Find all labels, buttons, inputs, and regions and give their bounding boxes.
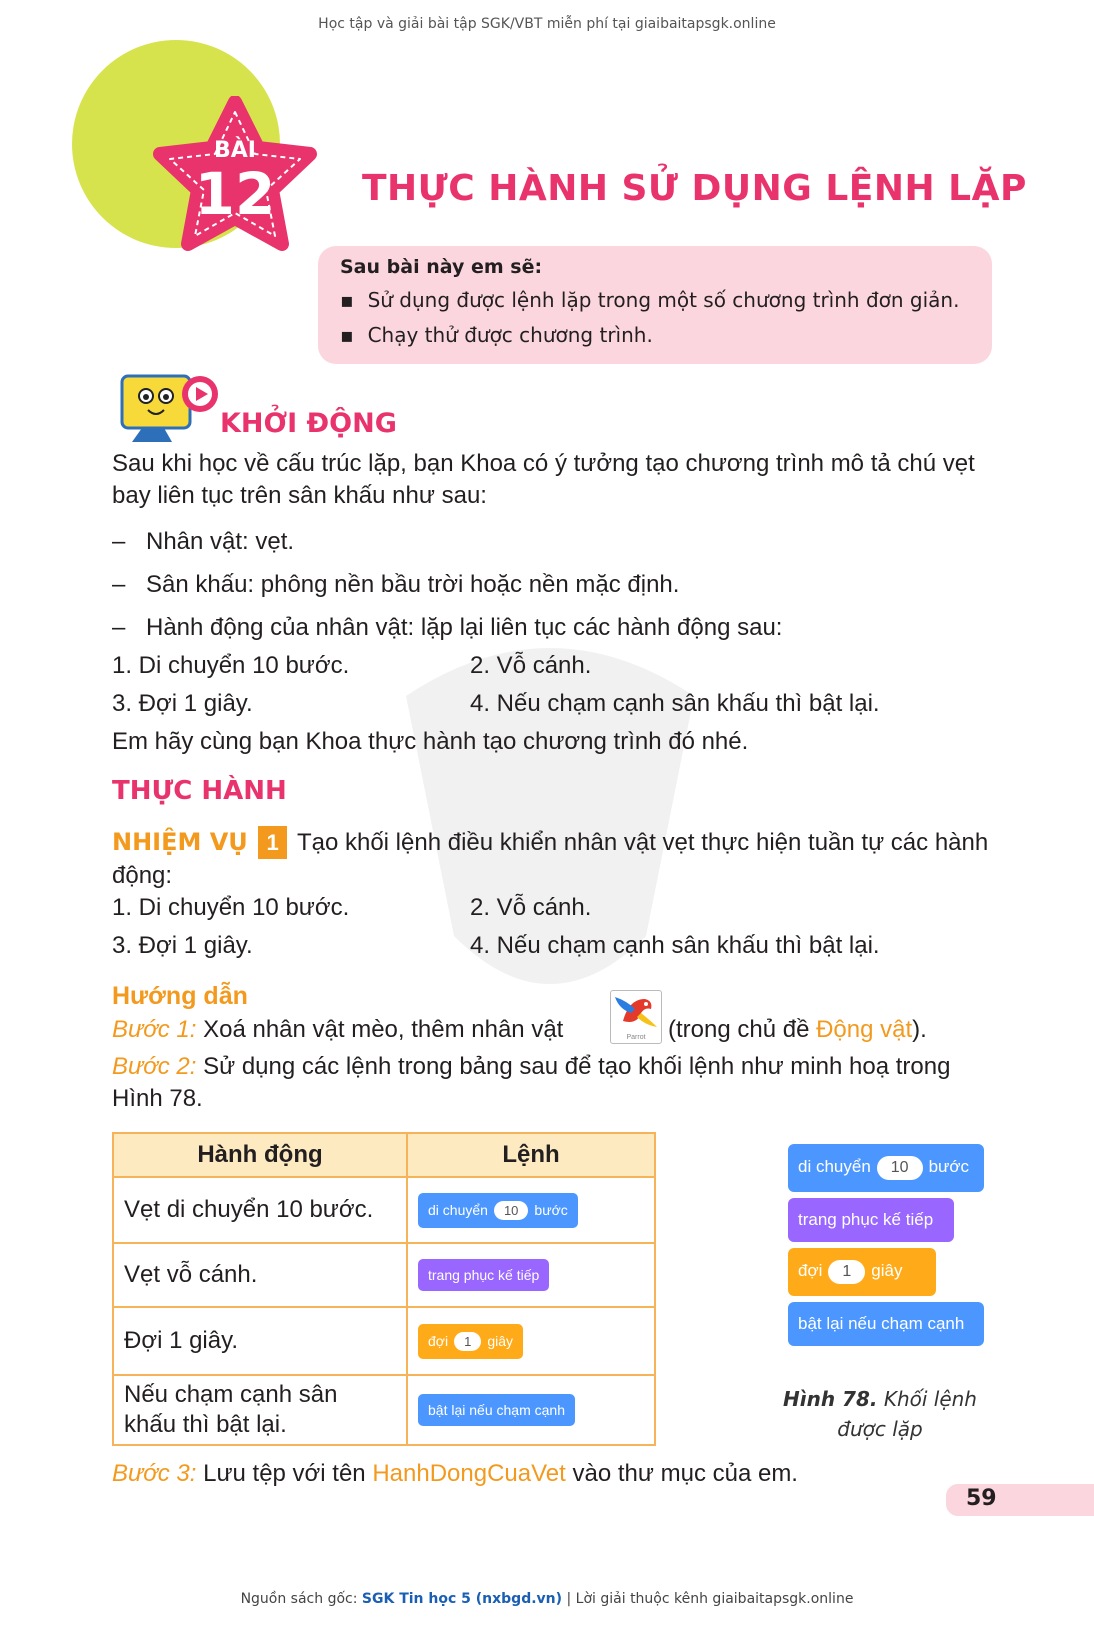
step-2-text: Sử dụng các lệnh trong bảng sau để tạo khối lệnh như minh hoạ trong Hình 78. [112,1053,951,1112]
table-cell-command [407,1177,655,1243]
lesson-number: 12 [194,160,276,228]
step-1 [112,1014,563,1046]
section-title-thuc-hanh: THỰC HÀNH [112,776,287,806]
step-3-filename: HanhDongCuaVet [372,1460,566,1487]
step-2-label: Bước 2: [112,1053,197,1080]
figure-block-wait: đợi 1 giây [788,1248,936,1296]
page-footer [0,1591,1094,1607]
step-1-tail [668,1014,927,1046]
task-paragraph [112,826,992,892]
step-1-text-b: (trong chủ đề [668,1016,810,1043]
table-cell-action: Đợi 1 giây. [113,1307,407,1375]
step-1-topic: Động vật [816,1016,913,1043]
table-row [113,1307,655,1375]
step-2 [112,1051,992,1115]
dash-item: – Sân khấu: phông nền bầu trời hoặc nền mặc định. [112,569,679,601]
table-header: Hành động [113,1133,407,1177]
closing-paragraph: Em hãy cùng bạn Khoa thực hành tạo chương trình đó nhé. [112,728,749,755]
step-3-text-a: Lưu tệp với tên [203,1460,366,1487]
sprite-name: Parrot [626,1034,646,1041]
section-title-khoi-dong: KHỞI ĐỘNG [220,408,397,439]
action-item: 2. Vỗ cánh. [470,652,592,679]
lesson-label: BÀI [214,138,256,163]
figure-block-move: di chuyển 10 bước [788,1144,984,1192]
dash-item: – Nhân vật: vẹt. [112,526,294,558]
table-row [113,1243,655,1307]
scratch-block-next-costume: trang phục kế tiếp [418,1259,549,1291]
scratch-block-move: di chuyển 10 bước [418,1193,578,1228]
task-action-item: 1. Di chuyển 10 bước. [112,894,350,921]
scratch-block-bounce: bật lại nếu chạm cạnh [418,1394,575,1426]
footer-suffix: | Lời giải thuộc kênh giaibaitapsgk.online [566,1591,854,1607]
step-3 [112,1458,798,1490]
goals-heading: Sau bài này em sẽ: [340,256,543,278]
monitor-play-icon [112,368,222,448]
table-header: Lệnh [407,1133,655,1177]
parrot-sprite-thumbnail [610,990,662,1044]
figure-caption [778,1384,982,1444]
action-item: 1. Di chuyển 10 bước. [112,652,350,679]
figure-78-block-stack [788,1144,992,1352]
task-text: Tạo khối lệnh điều khiển nhân vật vẹt thực hiện tuần tự các hành động: [112,829,989,889]
goal-item: ▪ Chạy thử được chương trình. [340,323,959,347]
task-label: NHIỆM VỤ [112,828,248,856]
page-header: Học tập và giải bài tập SGK/VBT miễn phí tại giaibaitapsgk.online [318,16,776,32]
table-cell-command [407,1375,655,1445]
figure-caption-text: Khối lệnh được lặp [837,1387,977,1441]
figure-block-bounce: bật lại nếu chạm cạnh [788,1302,984,1346]
goals-list [340,288,959,358]
action-item: 4. Nếu chạm cạnh sân khấu thì bật lại. [470,690,880,717]
page-number: 59 [966,1486,997,1511]
figure-block-next-costume: trang phục kế tiếp [788,1198,954,1242]
table-row [113,1375,655,1445]
figure-caption-label: Hình 78. [783,1387,878,1411]
task-number: 1 [258,826,286,859]
table-cell-action: Vẹt di chuyển 10 bước. [113,1177,407,1243]
step-1-text-c: ). [912,1016,927,1043]
goals-box [318,246,992,364]
step-3-label: Bước 3: [112,1460,197,1487]
guide-title: Hướng dẫn [112,982,248,1010]
footer-prefix: Nguồn sách gốc: [240,1591,358,1607]
table-cell-command [407,1307,655,1375]
table-header-row [113,1133,655,1177]
table-cell-action: Nếu chạm cạnh sân khấu thì bật lại. [113,1375,407,1445]
step-1-label: Bước 1: [112,1016,197,1043]
scratch-block-wait: đợi 1 giây [418,1324,523,1359]
task-action-item: 2. Vỗ cánh. [470,894,592,921]
table-cell-command [407,1243,655,1307]
command-table [112,1132,656,1446]
dash-item: – Hành động của nhân vật: lặp lại liên tục các hành động sau: [112,612,782,644]
action-item: 3. Đợi 1 giây. [112,690,253,717]
goal-item: ▪ Sử dụng được lệnh lặp trong một số chương trình đơn giản. [340,288,959,312]
task-action-item: 3. Đợi 1 giây. [112,932,253,959]
task-action-item: 4. Nếu chạm cạnh sân khấu thì bật lại. [470,932,880,959]
table-cell-action: Vẹt vỗ cánh. [113,1243,407,1307]
lesson-title: THỰC HÀNH SỬ DỤNG LỆNH LẶP [362,168,1027,209]
step-1-text: Xoá nhân vật mèo, thêm nhân vật [203,1016,564,1043]
footer-source-link[interactable]: SGK Tin học 5 (nxbgd.vn) [361,1591,563,1607]
intro-paragraph: Sau khi học về cấu trúc lặp, bạn Khoa có ý tưởng tạo chương trình mô tả chú vẹt bay liên tục trên sân khấu như sau: [112,450,975,509]
step-3-text-b: vào thư mục của em. [572,1460,798,1487]
parrot-icon [611,991,661,1031]
table-row [113,1177,655,1243]
